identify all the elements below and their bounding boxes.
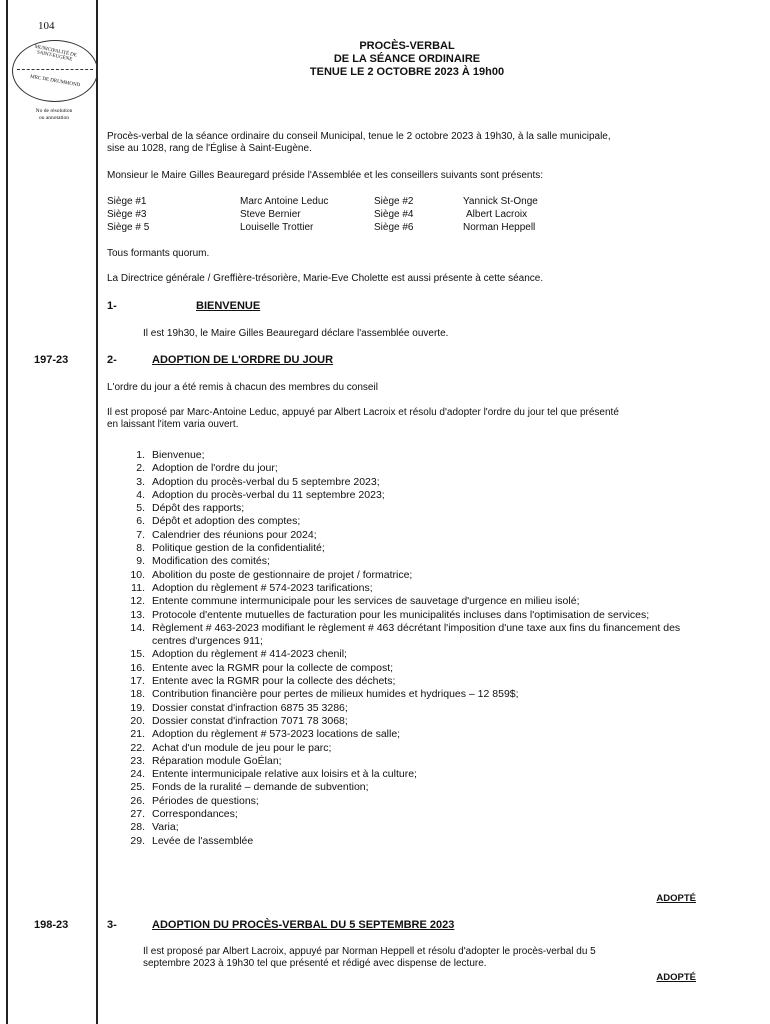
agenda-item-text: Levée de l'assemblée — [152, 834, 254, 847]
agenda-item — [125, 821, 695, 834]
agenda-list — [125, 449, 695, 848]
adopted-label: ADOPTÉ — [656, 893, 696, 904]
section-text: L'ordre du jour a été remis à chacun des membres du conseil — [107, 382, 378, 393]
agenda-item-number: 15. — [130, 648, 145, 661]
seat-label: Siège #6 — [374, 222, 414, 233]
proposal-paragraph — [107, 407, 707, 431]
agenda-item — [125, 755, 695, 768]
agenda-item-number: 6. — [136, 515, 145, 528]
agenda-item-number: 2. — [136, 462, 145, 475]
proposal-line: septembre 2023 à 19h30 tel que présenté et rédigé avec dispense de lecture. — [143, 958, 487, 969]
seat-member: Marc Antoine Leduc — [240, 196, 329, 207]
agenda-item-number: 24. — [130, 768, 145, 781]
intro-paragraph — [107, 131, 707, 155]
agenda-item — [125, 582, 695, 595]
seal-top-text: MUNICIPALITÉ DE SAINT-EUGÈNE — [33, 44, 78, 63]
agenda-item-text: Règlement # 463-2023 modifiant le règlement # 463 décrétant l'imposition d'une taxe aux fins du financement des centres d'urgences 911; — [152, 621, 681, 648]
seat-label: Siège #3 — [107, 209, 147, 220]
agenda-item-number: 3. — [136, 475, 145, 488]
agenda-item-text: Entente avec la RGMR pour la collecte de compost; — [152, 661, 394, 674]
seat-label: Siège #2 — [374, 196, 414, 207]
presiding-paragraph: Monsieur le Maire Gilles Beauregard préside l'Assemblée et les conseillers suivants sont présents: — [107, 170, 544, 181]
agenda-item-number: 12. — [130, 595, 145, 608]
agenda-item-number: 9. — [136, 555, 145, 568]
agenda-item — [125, 529, 695, 542]
resolution-note-line: ou annotation — [38, 115, 70, 121]
municipal-seal — [12, 40, 98, 102]
seat-member: Albert Lacroix — [466, 209, 528, 220]
section-number: 3- — [107, 919, 117, 931]
agenda-item-text: Entente avec la RGMR pour la collecte des déchets; — [152, 675, 396, 688]
agenda-item — [125, 449, 695, 462]
agenda-item-text: Protocole d'entente mutuelles de facturation pour les municipalités incluses dans l'optimisation de services; — [152, 608, 650, 621]
seat-member: Steve Bernier — [240, 209, 301, 220]
agenda-item — [125, 795, 695, 808]
agenda-item-text: Varia; — [152, 821, 179, 834]
resolution-number: 198-23 — [34, 919, 69, 931]
agenda-item-text: Adoption du procès-verbal du 5 septembre 2023; — [152, 475, 380, 488]
agenda-item — [125, 542, 695, 555]
agenda-item-number: 23. — [130, 754, 145, 767]
agenda-item-number: 13. — [130, 608, 145, 621]
resolution-number: 197-23 — [34, 354, 69, 366]
document-title — [107, 40, 707, 79]
agenda-item — [125, 728, 695, 741]
agenda-item-number: 5. — [136, 502, 145, 515]
agenda-item-number: 11. — [131, 581, 145, 594]
agenda-item — [125, 715, 695, 728]
agenda-item — [125, 808, 695, 821]
agenda-item-number: 29. — [130, 834, 145, 847]
seat-member: Norman Heppell — [463, 222, 536, 233]
agenda-item — [125, 781, 695, 794]
agenda-item-number: 20. — [130, 714, 145, 727]
agenda-item — [125, 515, 695, 528]
seat-label: Siège # 5 — [107, 222, 150, 233]
agenda-item-text: Entente intermunicipale relative aux loisirs et à la culture; — [152, 768, 417, 781]
agenda-item-number: 16. — [130, 661, 145, 674]
agenda-item-text: Correspondances; — [152, 808, 238, 821]
section-number: 1- — [107, 300, 117, 312]
agenda-item-text: Entente commune intermunicipale pour les services de sauvetage d'urgence en milieu isolé; — [152, 595, 580, 608]
agenda-item-text: Politique gestion de la confidentialité; — [152, 542, 325, 555]
agenda-item-text: Calendrier des réunions pour 2024; — [152, 528, 317, 541]
section-text: Il est 19h30, le Maire Gilles Beauregard déclare l'assemblée ouverte. — [143, 328, 449, 339]
title-line: DE LA SÉANCE ORDINAIRE — [333, 53, 481, 65]
agenda-item-text: Dépôt des rapports; — [152, 502, 245, 515]
proposal-line: Il est proposé par Marc-Antoine Leduc, appuyé par Albert Lacroix et résolu d'adopter l'ordre du jour tel que présenté — [107, 407, 619, 418]
adopted-label: ADOPTÉ — [656, 972, 696, 983]
agenda-item-text: Modification des comités; — [152, 555, 270, 568]
agenda-item-number: 17. — [130, 675, 145, 688]
agenda-item-number: 21. — [130, 728, 145, 741]
agenda-item-text: Dépôt et adoption des comptes; — [152, 515, 301, 528]
margin-line-left — [6, 0, 8, 1024]
seat-label: Siège #4 — [374, 209, 414, 220]
agenda-item-text: Abolition du poste de gestionnaire de projet / formatrice; — [152, 568, 413, 581]
agenda-item — [125, 662, 695, 675]
agenda-item — [125, 502, 695, 515]
quorum-text: Tous formants quorum. — [107, 248, 210, 259]
resolution-note-line: No de résolution — [35, 108, 73, 114]
agenda-item-text: Périodes de questions; — [152, 794, 259, 807]
agenda-item-text: Contribution financière pour pertes de milieux humides et hydriques – 12 859$; — [152, 688, 519, 701]
title-line: PROCÈS-VERBAL — [359, 40, 455, 52]
agenda-item-text: Dossier constat d'infraction 6875 35 3286; — [152, 701, 348, 714]
agenda-item — [125, 622, 695, 649]
seal-divider — [17, 69, 93, 70]
agenda-item-text: Achat d'un module de jeu pour le parc; — [152, 741, 332, 754]
agenda-item — [125, 768, 695, 781]
agenda-item — [125, 489, 695, 502]
director-text: La Directrice générale / Greffière-trésorière, Marie-Eve Cholette est aussi présente à cette séance. — [107, 273, 544, 284]
agenda-item-number: 25. — [130, 781, 145, 794]
proposal-line: en laissant l'item varia ouvert. — [107, 419, 239, 430]
agenda-item — [125, 675, 695, 688]
agenda-item-number: 7. — [136, 528, 145, 541]
proposal-paragraph — [143, 946, 703, 970]
section-title: BIENVENUE — [196, 300, 261, 312]
agenda-item-text: Adoption du règlement # 414-2023 chenil; — [152, 648, 347, 661]
agenda-item-number: 14. — [130, 621, 145, 634]
agenda-item-text: Bienvenue; — [152, 449, 205, 461]
agenda-item-text: Réparation module GoÉlan; — [152, 754, 282, 767]
agenda-item-number: 26. — [130, 794, 145, 807]
agenda-item-text: Adoption du règlement # 574-2023 tarifications; — [152, 581, 373, 594]
agenda-item — [125, 555, 695, 568]
agenda-item-text: Adoption du procès-verbal du 11 septembre 2023; — [152, 488, 385, 501]
section-title: ADOPTION DE L'ORDRE DU JOUR — [152, 354, 334, 366]
agenda-item — [125, 462, 695, 475]
agenda-item — [125, 476, 695, 489]
title-line: TENUE LE 2 OCTOBRE 2023 À 19h00 — [309, 66, 505, 78]
agenda-item-number: 19. — [130, 701, 145, 714]
intro-line: sise au 1028, rang de l'Église à Saint-Eugène. — [107, 143, 312, 154]
agenda-item-number: 10. — [130, 568, 145, 581]
agenda-item-number: 22. — [130, 741, 145, 754]
page-number: 104 — [38, 20, 55, 32]
agenda-item-text: Dossier constat d'infraction 7071 78 3068; — [152, 714, 348, 727]
agenda-item — [125, 742, 695, 755]
resolution-note — [12, 108, 96, 122]
section-title: ADOPTION DU PROCÈS-VERBAL DU 5 SEPTEMBRE 2023 — [152, 919, 455, 931]
agenda-item — [125, 648, 695, 661]
proposal-line: Il est proposé par Albert Lacroix, appuyé par Norman Heppell et résolu d'adopter le procès-verbal du 5 — [143, 946, 596, 957]
agenda-item — [125, 702, 695, 715]
agenda-item — [125, 688, 695, 701]
agenda-item-number: 18. — [130, 688, 145, 701]
agenda-item-text: Fonds de la ruralité – demande de subvention; — [152, 781, 369, 794]
margin-line-right — [96, 0, 98, 1024]
agenda-item-number: 8. — [136, 542, 145, 555]
agenda-item — [125, 835, 695, 848]
agenda-item-number: 1. — [136, 449, 145, 461]
agenda-item-number: 27. — [130, 808, 145, 821]
agenda-item-number: 28. — [130, 821, 145, 834]
seat-label: Siège #1 — [107, 196, 147, 207]
section-number: 2- — [107, 354, 117, 366]
seal-bottom-text: MRC DE DRUMMOND — [29, 74, 81, 89]
agenda-item-text: Adoption de l'ordre du jour; — [152, 462, 278, 475]
agenda-item-text: Adoption du règlement # 573-2023 locations de salle; — [152, 728, 401, 741]
agenda-item — [125, 609, 695, 622]
agenda-item — [125, 569, 695, 582]
agenda-item-number: 4. — [136, 488, 145, 501]
agenda-item — [125, 595, 695, 608]
intro-line: Procès-verbal de la séance ordinaire du conseil Municipal, tenue le 2 octobre 2023 à 19h30, à la salle municipale, — [107, 131, 611, 142]
seat-member: Louiselle Trottier — [240, 222, 314, 233]
seat-member: Yannick St-Onge — [463, 196, 538, 207]
